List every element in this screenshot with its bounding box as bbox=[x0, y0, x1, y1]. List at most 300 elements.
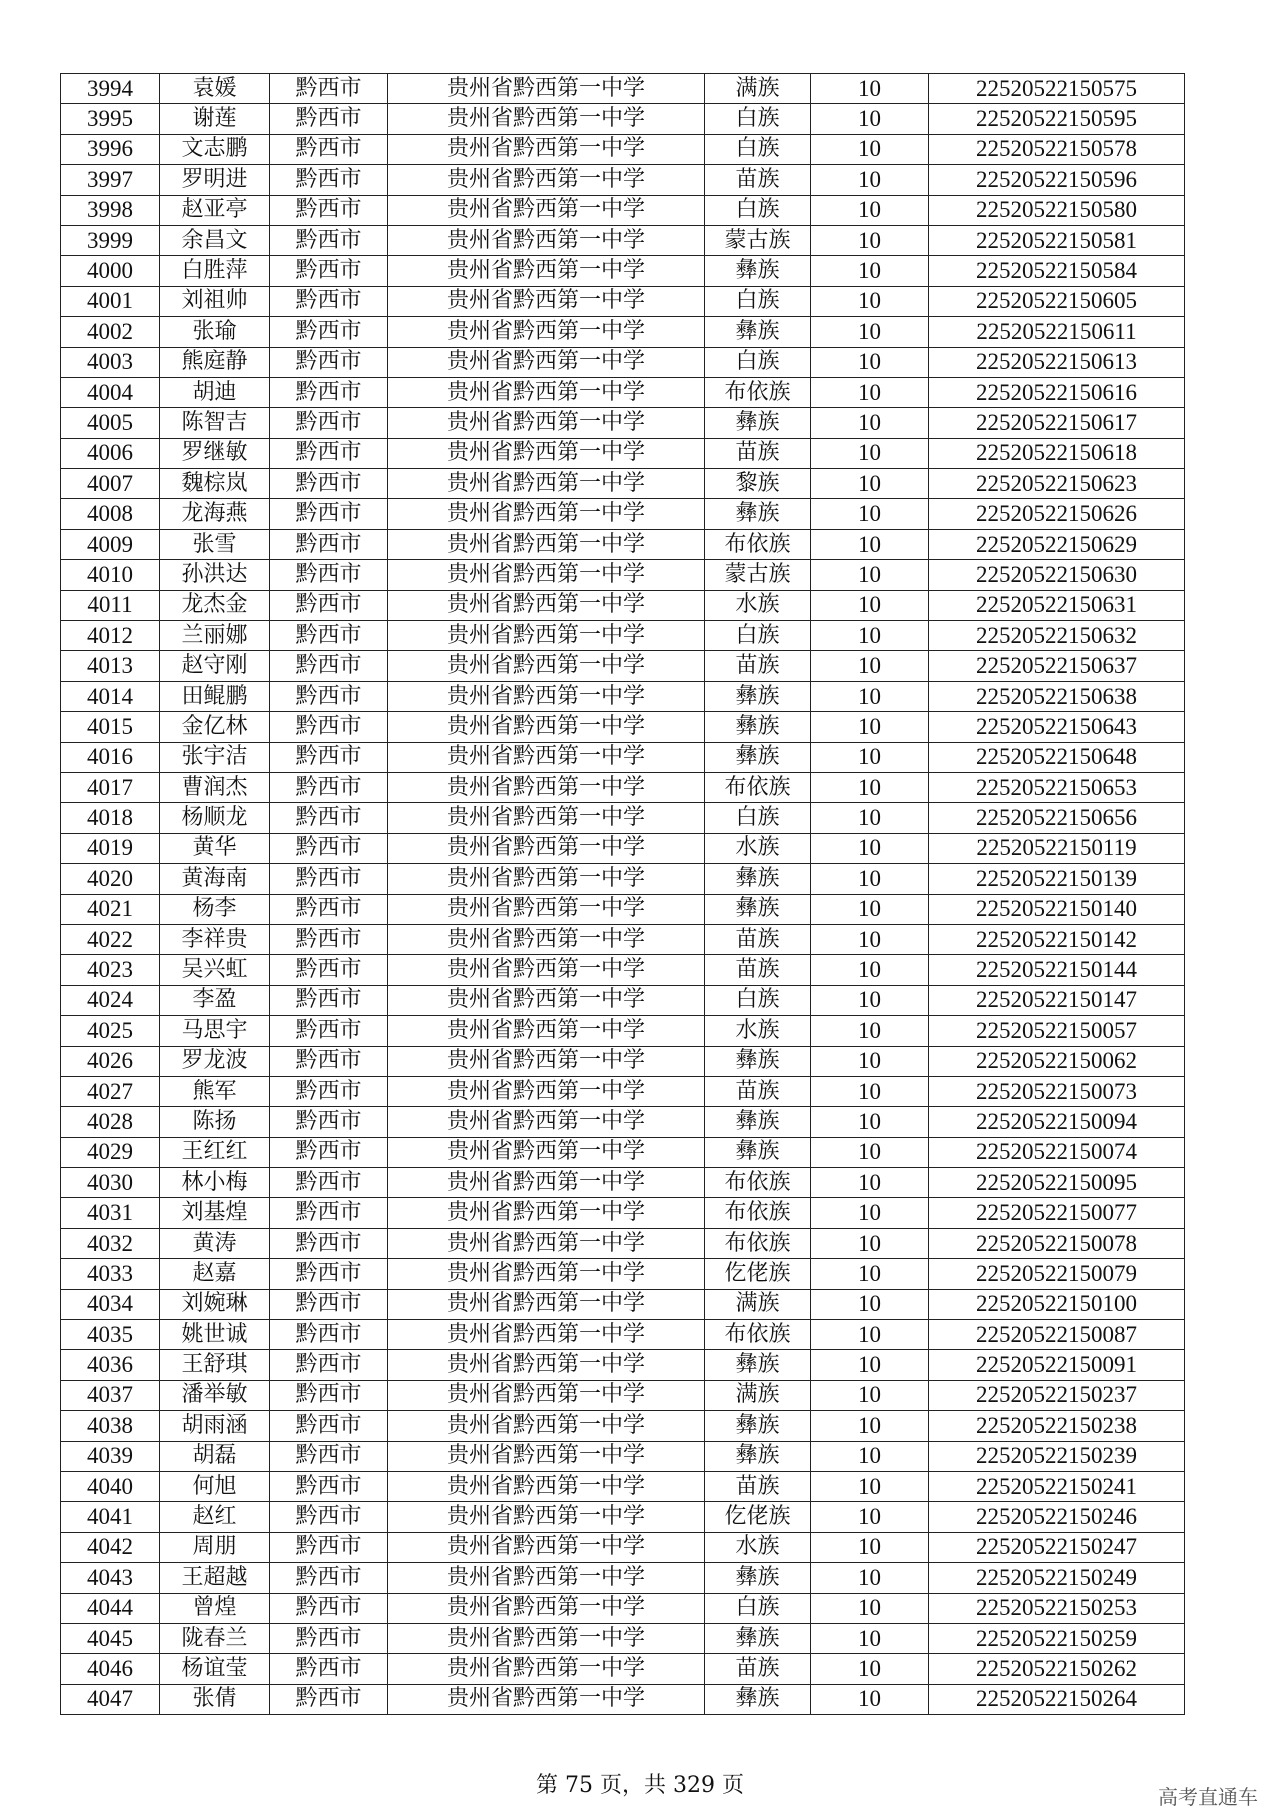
cell-points: 10 bbox=[811, 225, 929, 255]
table-row bbox=[61, 74, 1185, 104]
cell-points: 10 bbox=[811, 985, 929, 1015]
cell-name: 李盈 bbox=[160, 985, 270, 1015]
cell-name: 金亿林 bbox=[160, 712, 270, 742]
cell-seq: 4042 bbox=[61, 1532, 160, 1562]
cell-name: 刘婉琳 bbox=[160, 1289, 270, 1319]
table-row bbox=[61, 1107, 1185, 1137]
cell-exam-id: 22520522150623 bbox=[929, 469, 1185, 499]
cell-ethnicity: 彝族 bbox=[705, 1441, 811, 1471]
cell-name: 曹润杰 bbox=[160, 772, 270, 802]
cell-name: 罗明进 bbox=[160, 165, 270, 195]
cell-school: 贵州省黔西第一中学 bbox=[388, 408, 705, 438]
cell-seq: 4023 bbox=[61, 955, 160, 985]
cell-seq: 4027 bbox=[61, 1076, 160, 1106]
cell-city: 黔西市 bbox=[270, 347, 388, 377]
cell-city: 黔西市 bbox=[270, 469, 388, 499]
cell-school: 贵州省黔西第一中学 bbox=[388, 499, 705, 529]
cell-seq: 4033 bbox=[61, 1259, 160, 1289]
cell-seq: 4035 bbox=[61, 1320, 160, 1350]
table-row bbox=[61, 833, 1185, 863]
cell-seq: 4043 bbox=[61, 1563, 160, 1593]
cell-exam-id: 22520522150631 bbox=[929, 590, 1185, 620]
cell-school: 贵州省黔西第一中学 bbox=[388, 347, 705, 377]
table-body bbox=[61, 74, 1185, 1715]
cell-points: 10 bbox=[811, 1350, 929, 1380]
cell-city: 黔西市 bbox=[270, 1532, 388, 1562]
cell-city: 黔西市 bbox=[270, 985, 388, 1015]
cell-points: 10 bbox=[811, 1563, 929, 1593]
cell-points: 10 bbox=[811, 590, 929, 620]
cell-school: 贵州省黔西第一中学 bbox=[388, 256, 705, 286]
table-row bbox=[61, 1441, 1185, 1471]
cell-seq: 4005 bbox=[61, 408, 160, 438]
cell-name: 杨谊莹 bbox=[160, 1654, 270, 1684]
cell-school: 贵州省黔西第一中学 bbox=[388, 864, 705, 894]
table-row bbox=[61, 1471, 1185, 1501]
cell-seq: 4022 bbox=[61, 924, 160, 954]
cell-ethnicity: 苗族 bbox=[705, 165, 811, 195]
table-row bbox=[61, 1563, 1185, 1593]
cell-exam-id: 22520522150239 bbox=[929, 1441, 1185, 1471]
table-row bbox=[61, 1654, 1185, 1684]
cell-city: 黔西市 bbox=[270, 560, 388, 590]
cell-school: 贵州省黔西第一中学 bbox=[388, 772, 705, 802]
cell-ethnicity: 彝族 bbox=[705, 864, 811, 894]
cell-points: 10 bbox=[811, 560, 929, 590]
cell-name: 赵红 bbox=[160, 1502, 270, 1532]
cell-city: 黔西市 bbox=[270, 1411, 388, 1441]
cell-points: 10 bbox=[811, 74, 929, 104]
cell-points: 10 bbox=[811, 1623, 929, 1653]
cell-points: 10 bbox=[811, 529, 929, 559]
cell-name: 周朋 bbox=[160, 1532, 270, 1562]
cell-ethnicity: 苗族 bbox=[705, 955, 811, 985]
cell-ethnicity: 彝族 bbox=[705, 1684, 811, 1714]
cell-points: 10 bbox=[811, 955, 929, 985]
cell-name: 余昌文 bbox=[160, 225, 270, 255]
cell-seq: 3998 bbox=[61, 195, 160, 225]
cell-exam-id: 22520522150246 bbox=[929, 1502, 1185, 1532]
cell-city: 黔西市 bbox=[270, 1471, 388, 1501]
cell-points: 10 bbox=[811, 438, 929, 468]
table-row bbox=[61, 955, 1185, 985]
cell-name: 龙杰金 bbox=[160, 590, 270, 620]
cell-school: 贵州省黔西第一中学 bbox=[388, 924, 705, 954]
cell-ethnicity: 彝族 bbox=[705, 1563, 811, 1593]
cell-seq: 4012 bbox=[61, 621, 160, 651]
cell-exam-id: 22520522150100 bbox=[929, 1289, 1185, 1319]
cell-exam-id: 22520522150616 bbox=[929, 377, 1185, 407]
roster-table-container bbox=[60, 73, 1184, 1715]
cell-points: 10 bbox=[811, 1411, 929, 1441]
cell-seq: 3994 bbox=[61, 74, 160, 104]
cell-points: 10 bbox=[811, 1046, 929, 1076]
cell-city: 黔西市 bbox=[270, 681, 388, 711]
cell-points: 10 bbox=[811, 1654, 929, 1684]
cell-points: 10 bbox=[811, 1684, 929, 1714]
cell-exam-id: 22520522150062 bbox=[929, 1046, 1185, 1076]
cell-city: 黔西市 bbox=[270, 621, 388, 651]
cell-seq: 4030 bbox=[61, 1168, 160, 1198]
cell-exam-id: 22520522150643 bbox=[929, 712, 1185, 742]
cell-exam-id: 22520522150584 bbox=[929, 256, 1185, 286]
cell-seq: 4006 bbox=[61, 438, 160, 468]
cell-school: 贵州省黔西第一中学 bbox=[388, 1289, 705, 1319]
cell-seq: 4009 bbox=[61, 529, 160, 559]
table-row bbox=[61, 864, 1185, 894]
cell-city: 黔西市 bbox=[270, 651, 388, 681]
cell-points: 10 bbox=[811, 347, 929, 377]
cell-name: 王红红 bbox=[160, 1137, 270, 1167]
cell-city: 黔西市 bbox=[270, 286, 388, 316]
table-row bbox=[61, 438, 1185, 468]
cell-points: 10 bbox=[811, 924, 929, 954]
table-row bbox=[61, 134, 1185, 164]
cell-city: 黔西市 bbox=[270, 864, 388, 894]
cell-exam-id: 22520522150648 bbox=[929, 742, 1185, 772]
table-row bbox=[61, 1532, 1185, 1562]
cell-ethnicity: 仡佬族 bbox=[705, 1259, 811, 1289]
cell-seq: 4041 bbox=[61, 1502, 160, 1532]
cell-seq: 4010 bbox=[61, 560, 160, 590]
cell-city: 黔西市 bbox=[270, 134, 388, 164]
cell-school: 贵州省黔西第一中学 bbox=[388, 1168, 705, 1198]
cell-school: 贵州省黔西第一中学 bbox=[388, 1411, 705, 1441]
cell-exam-id: 22520522150580 bbox=[929, 195, 1185, 225]
cell-name: 张宇洁 bbox=[160, 742, 270, 772]
cell-city: 黔西市 bbox=[270, 803, 388, 833]
cell-exam-id: 22520522150074 bbox=[929, 1137, 1185, 1167]
cell-city: 黔西市 bbox=[270, 1593, 388, 1623]
table-row bbox=[61, 1289, 1185, 1319]
cell-name: 潘举敏 bbox=[160, 1380, 270, 1410]
table-row bbox=[61, 286, 1185, 316]
table-row bbox=[61, 469, 1185, 499]
cell-exam-id: 22520522150238 bbox=[929, 1411, 1185, 1441]
table-row bbox=[61, 408, 1185, 438]
cell-city: 黔西市 bbox=[270, 1380, 388, 1410]
cell-name: 曾煌 bbox=[160, 1593, 270, 1623]
cell-exam-id: 22520522150057 bbox=[929, 1016, 1185, 1046]
cell-ethnicity: 白族 bbox=[705, 985, 811, 1015]
cell-points: 10 bbox=[811, 1198, 929, 1228]
table-row bbox=[61, 712, 1185, 742]
cell-points: 10 bbox=[811, 894, 929, 924]
cell-seq: 4002 bbox=[61, 317, 160, 347]
cell-name: 杨李 bbox=[160, 894, 270, 924]
cell-points: 10 bbox=[811, 317, 929, 347]
cell-school: 贵州省黔西第一中学 bbox=[388, 1107, 705, 1137]
cell-exam-id: 22520522150237 bbox=[929, 1380, 1185, 1410]
cell-points: 10 bbox=[811, 195, 929, 225]
cell-school: 贵州省黔西第一中学 bbox=[388, 651, 705, 681]
table-row bbox=[61, 104, 1185, 134]
table-row bbox=[61, 1684, 1185, 1714]
cell-points: 10 bbox=[811, 1320, 929, 1350]
cell-seq: 4000 bbox=[61, 256, 160, 286]
cell-seq: 4016 bbox=[61, 742, 160, 772]
cell-city: 黔西市 bbox=[270, 1441, 388, 1471]
cell-name: 黄华 bbox=[160, 833, 270, 863]
cell-exam-id: 22520522150578 bbox=[929, 134, 1185, 164]
cell-name: 黄海南 bbox=[160, 864, 270, 894]
cell-school: 贵州省黔西第一中学 bbox=[388, 1623, 705, 1653]
cell-exam-id: 22520522150575 bbox=[929, 74, 1185, 104]
cell-ethnicity: 彝族 bbox=[705, 1623, 811, 1653]
cell-school: 贵州省黔西第一中学 bbox=[388, 1350, 705, 1380]
table-row bbox=[61, 985, 1185, 1015]
cell-seq: 4007 bbox=[61, 469, 160, 499]
table-row bbox=[61, 803, 1185, 833]
cell-school: 贵州省黔西第一中学 bbox=[388, 742, 705, 772]
cell-seq: 4047 bbox=[61, 1684, 160, 1714]
cell-ethnicity: 蒙古族 bbox=[705, 225, 811, 255]
cell-name: 林小梅 bbox=[160, 1168, 270, 1198]
cell-ethnicity: 布依族 bbox=[705, 1228, 811, 1258]
cell-school: 贵州省黔西第一中学 bbox=[388, 1016, 705, 1046]
cell-city: 黔西市 bbox=[270, 499, 388, 529]
cell-ethnicity: 满族 bbox=[705, 1380, 811, 1410]
table-row bbox=[61, 1016, 1185, 1046]
cell-ethnicity: 苗族 bbox=[705, 651, 811, 681]
cell-seq: 4011 bbox=[61, 590, 160, 620]
cell-ethnicity: 苗族 bbox=[705, 1471, 811, 1501]
cell-name: 赵嘉 bbox=[160, 1259, 270, 1289]
cell-seq: 4029 bbox=[61, 1137, 160, 1167]
cell-name: 马思宇 bbox=[160, 1016, 270, 1046]
cell-ethnicity: 彝族 bbox=[705, 256, 811, 286]
cell-seq: 3997 bbox=[61, 165, 160, 195]
cell-exam-id: 22520522150637 bbox=[929, 651, 1185, 681]
cell-ethnicity: 彝族 bbox=[705, 1107, 811, 1137]
cell-exam-id: 22520522150613 bbox=[929, 347, 1185, 377]
cell-seq: 4021 bbox=[61, 894, 160, 924]
cell-city: 黔西市 bbox=[270, 1502, 388, 1532]
cell-ethnicity: 白族 bbox=[705, 195, 811, 225]
cell-city: 黔西市 bbox=[270, 1107, 388, 1137]
cell-points: 10 bbox=[811, 134, 929, 164]
cell-city: 黔西市 bbox=[270, 772, 388, 802]
cell-school: 贵州省黔西第一中学 bbox=[388, 225, 705, 255]
cell-points: 10 bbox=[811, 1289, 929, 1319]
cell-city: 黔西市 bbox=[270, 74, 388, 104]
cell-ethnicity: 彝族 bbox=[705, 408, 811, 438]
table-row bbox=[61, 1411, 1185, 1441]
cell-ethnicity: 布依族 bbox=[705, 377, 811, 407]
cell-school: 贵州省黔西第一中学 bbox=[388, 1502, 705, 1532]
watermark-logo-text: 高考直通车 bbox=[1158, 1785, 1258, 1809]
cell-points: 10 bbox=[811, 1016, 929, 1046]
cell-school: 贵州省黔西第一中学 bbox=[388, 1471, 705, 1501]
cell-points: 10 bbox=[811, 1441, 929, 1471]
cell-city: 黔西市 bbox=[270, 165, 388, 195]
cell-name: 胡磊 bbox=[160, 1441, 270, 1471]
cell-city: 黔西市 bbox=[270, 1684, 388, 1714]
table-row bbox=[61, 1076, 1185, 1106]
cell-exam-id: 22520522150078 bbox=[929, 1228, 1185, 1258]
cell-seq: 4026 bbox=[61, 1046, 160, 1076]
cell-exam-id: 22520522150094 bbox=[929, 1107, 1185, 1137]
cell-exam-id: 22520522150617 bbox=[929, 408, 1185, 438]
cell-seq: 3999 bbox=[61, 225, 160, 255]
cell-name: 陈智吉 bbox=[160, 408, 270, 438]
cell-ethnicity: 苗族 bbox=[705, 924, 811, 954]
cell-school: 贵州省黔西第一中学 bbox=[388, 195, 705, 225]
cell-school: 贵州省黔西第一中学 bbox=[388, 469, 705, 499]
table-row bbox=[61, 1137, 1185, 1167]
cell-points: 10 bbox=[811, 803, 929, 833]
cell-seq: 4036 bbox=[61, 1350, 160, 1380]
cell-city: 黔西市 bbox=[270, 1137, 388, 1167]
cell-points: 10 bbox=[811, 712, 929, 742]
cell-city: 黔西市 bbox=[270, 256, 388, 286]
cell-city: 黔西市 bbox=[270, 1350, 388, 1380]
cell-city: 黔西市 bbox=[270, 1168, 388, 1198]
table-row bbox=[61, 1593, 1185, 1623]
table-row bbox=[61, 651, 1185, 681]
cell-name: 陈扬 bbox=[160, 1107, 270, 1137]
table-row bbox=[61, 377, 1185, 407]
cell-seq: 4025 bbox=[61, 1016, 160, 1046]
cell-ethnicity: 白族 bbox=[705, 621, 811, 651]
cell-ethnicity: 苗族 bbox=[705, 1654, 811, 1684]
cell-city: 黔西市 bbox=[270, 104, 388, 134]
cell-exam-id: 22520522150147 bbox=[929, 985, 1185, 1015]
cell-exam-id: 22520522150259 bbox=[929, 1623, 1185, 1653]
cell-ethnicity: 水族 bbox=[705, 590, 811, 620]
cell-points: 10 bbox=[811, 833, 929, 863]
cell-city: 黔西市 bbox=[270, 1046, 388, 1076]
table-row bbox=[61, 165, 1185, 195]
cell-name: 何旭 bbox=[160, 1471, 270, 1501]
cell-seq: 4014 bbox=[61, 681, 160, 711]
cell-school: 贵州省黔西第一中学 bbox=[388, 833, 705, 863]
cell-school: 贵州省黔西第一中学 bbox=[388, 165, 705, 195]
cell-school: 贵州省黔西第一中学 bbox=[388, 894, 705, 924]
cell-name: 袁媛 bbox=[160, 74, 270, 104]
cell-name: 黄涛 bbox=[160, 1228, 270, 1258]
cell-school: 贵州省黔西第一中学 bbox=[388, 286, 705, 316]
cell-school: 贵州省黔西第一中学 bbox=[388, 1228, 705, 1258]
cell-ethnicity: 白族 bbox=[705, 134, 811, 164]
cell-school: 贵州省黔西第一中学 bbox=[388, 1654, 705, 1684]
cell-city: 黔西市 bbox=[270, 438, 388, 468]
cell-seq: 4019 bbox=[61, 833, 160, 863]
cell-ethnicity: 白族 bbox=[705, 286, 811, 316]
cell-school: 贵州省黔西第一中学 bbox=[388, 134, 705, 164]
cell-school: 贵州省黔西第一中学 bbox=[388, 1380, 705, 1410]
cell-city: 黔西市 bbox=[270, 1623, 388, 1653]
cell-ethnicity: 水族 bbox=[705, 1016, 811, 1046]
cell-name: 胡雨涵 bbox=[160, 1411, 270, 1441]
cell-name: 王舒琪 bbox=[160, 1350, 270, 1380]
cell-exam-id: 22520522150087 bbox=[929, 1320, 1185, 1350]
cell-name: 谢莲 bbox=[160, 104, 270, 134]
cell-seq: 4034 bbox=[61, 1289, 160, 1319]
table-row bbox=[61, 1198, 1185, 1228]
cell-name: 胡迪 bbox=[160, 377, 270, 407]
cell-exam-id: 22520522150656 bbox=[929, 803, 1185, 833]
cell-city: 黔西市 bbox=[270, 1259, 388, 1289]
cell-ethnicity: 彝族 bbox=[705, 1046, 811, 1076]
cell-city: 黔西市 bbox=[270, 955, 388, 985]
cell-exam-id: 22520522150638 bbox=[929, 681, 1185, 711]
cell-points: 10 bbox=[811, 1593, 929, 1623]
cell-seq: 4037 bbox=[61, 1380, 160, 1410]
cell-seq: 4024 bbox=[61, 985, 160, 1015]
cell-school: 贵州省黔西第一中学 bbox=[388, 1320, 705, 1350]
cell-school: 贵州省黔西第一中学 bbox=[388, 955, 705, 985]
cell-exam-id: 22520522150264 bbox=[929, 1684, 1185, 1714]
cell-ethnicity: 彝族 bbox=[705, 681, 811, 711]
cell-city: 黔西市 bbox=[270, 590, 388, 620]
cell-seq: 4046 bbox=[61, 1654, 160, 1684]
cell-school: 贵州省黔西第一中学 bbox=[388, 803, 705, 833]
cell-ethnicity: 苗族 bbox=[705, 1076, 811, 1106]
cell-ethnicity: 白族 bbox=[705, 803, 811, 833]
cell-school: 贵州省黔西第一中学 bbox=[388, 1046, 705, 1076]
table-row bbox=[61, 590, 1185, 620]
cell-name: 姚世诚 bbox=[160, 1320, 270, 1350]
cell-seq: 4020 bbox=[61, 864, 160, 894]
cell-exam-id: 22520522150247 bbox=[929, 1532, 1185, 1562]
cell-seq: 4004 bbox=[61, 377, 160, 407]
cell-seq: 4032 bbox=[61, 1228, 160, 1258]
cell-school: 贵州省黔西第一中学 bbox=[388, 621, 705, 651]
table-row bbox=[61, 347, 1185, 377]
cell-city: 黔西市 bbox=[270, 1654, 388, 1684]
cell-school: 贵州省黔西第一中学 bbox=[388, 1198, 705, 1228]
cell-exam-id: 22520522150119 bbox=[929, 833, 1185, 863]
cell-points: 10 bbox=[811, 1532, 929, 1562]
cell-points: 10 bbox=[811, 1228, 929, 1258]
cell-exam-id: 22520522150079 bbox=[929, 1259, 1185, 1289]
table-row bbox=[61, 1046, 1185, 1076]
cell-city: 黔西市 bbox=[270, 195, 388, 225]
table-row bbox=[61, 1168, 1185, 1198]
table-row bbox=[61, 529, 1185, 559]
cell-school: 贵州省黔西第一中学 bbox=[388, 590, 705, 620]
cell-points: 10 bbox=[811, 1259, 929, 1289]
cell-city: 黔西市 bbox=[270, 317, 388, 347]
cell-exam-id: 22520522150605 bbox=[929, 286, 1185, 316]
cell-points: 10 bbox=[811, 165, 929, 195]
cell-points: 10 bbox=[811, 651, 929, 681]
cell-exam-id: 22520522150253 bbox=[929, 1593, 1185, 1623]
cell-seq: 4045 bbox=[61, 1623, 160, 1653]
cell-name: 刘基煌 bbox=[160, 1198, 270, 1228]
cell-seq: 4003 bbox=[61, 347, 160, 377]
cell-ethnicity: 白族 bbox=[705, 1593, 811, 1623]
cell-exam-id: 22520522150618 bbox=[929, 438, 1185, 468]
cell-school: 贵州省黔西第一中学 bbox=[388, 1532, 705, 1562]
cell-city: 黔西市 bbox=[270, 225, 388, 255]
cell-exam-id: 22520522150611 bbox=[929, 317, 1185, 347]
cell-school: 贵州省黔西第一中学 bbox=[388, 985, 705, 1015]
table-row bbox=[61, 225, 1185, 255]
cell-school: 贵州省黔西第一中学 bbox=[388, 1593, 705, 1623]
cell-name: 孙洪达 bbox=[160, 560, 270, 590]
cell-points: 10 bbox=[811, 1076, 929, 1106]
cell-city: 黔西市 bbox=[270, 1076, 388, 1106]
table-row bbox=[61, 1502, 1185, 1532]
cell-points: 10 bbox=[811, 1137, 929, 1167]
cell-ethnicity: 布依族 bbox=[705, 772, 811, 802]
cell-points: 10 bbox=[811, 772, 929, 802]
cell-city: 黔西市 bbox=[270, 894, 388, 924]
cell-ethnicity: 布依族 bbox=[705, 1198, 811, 1228]
cell-seq: 3995 bbox=[61, 104, 160, 134]
